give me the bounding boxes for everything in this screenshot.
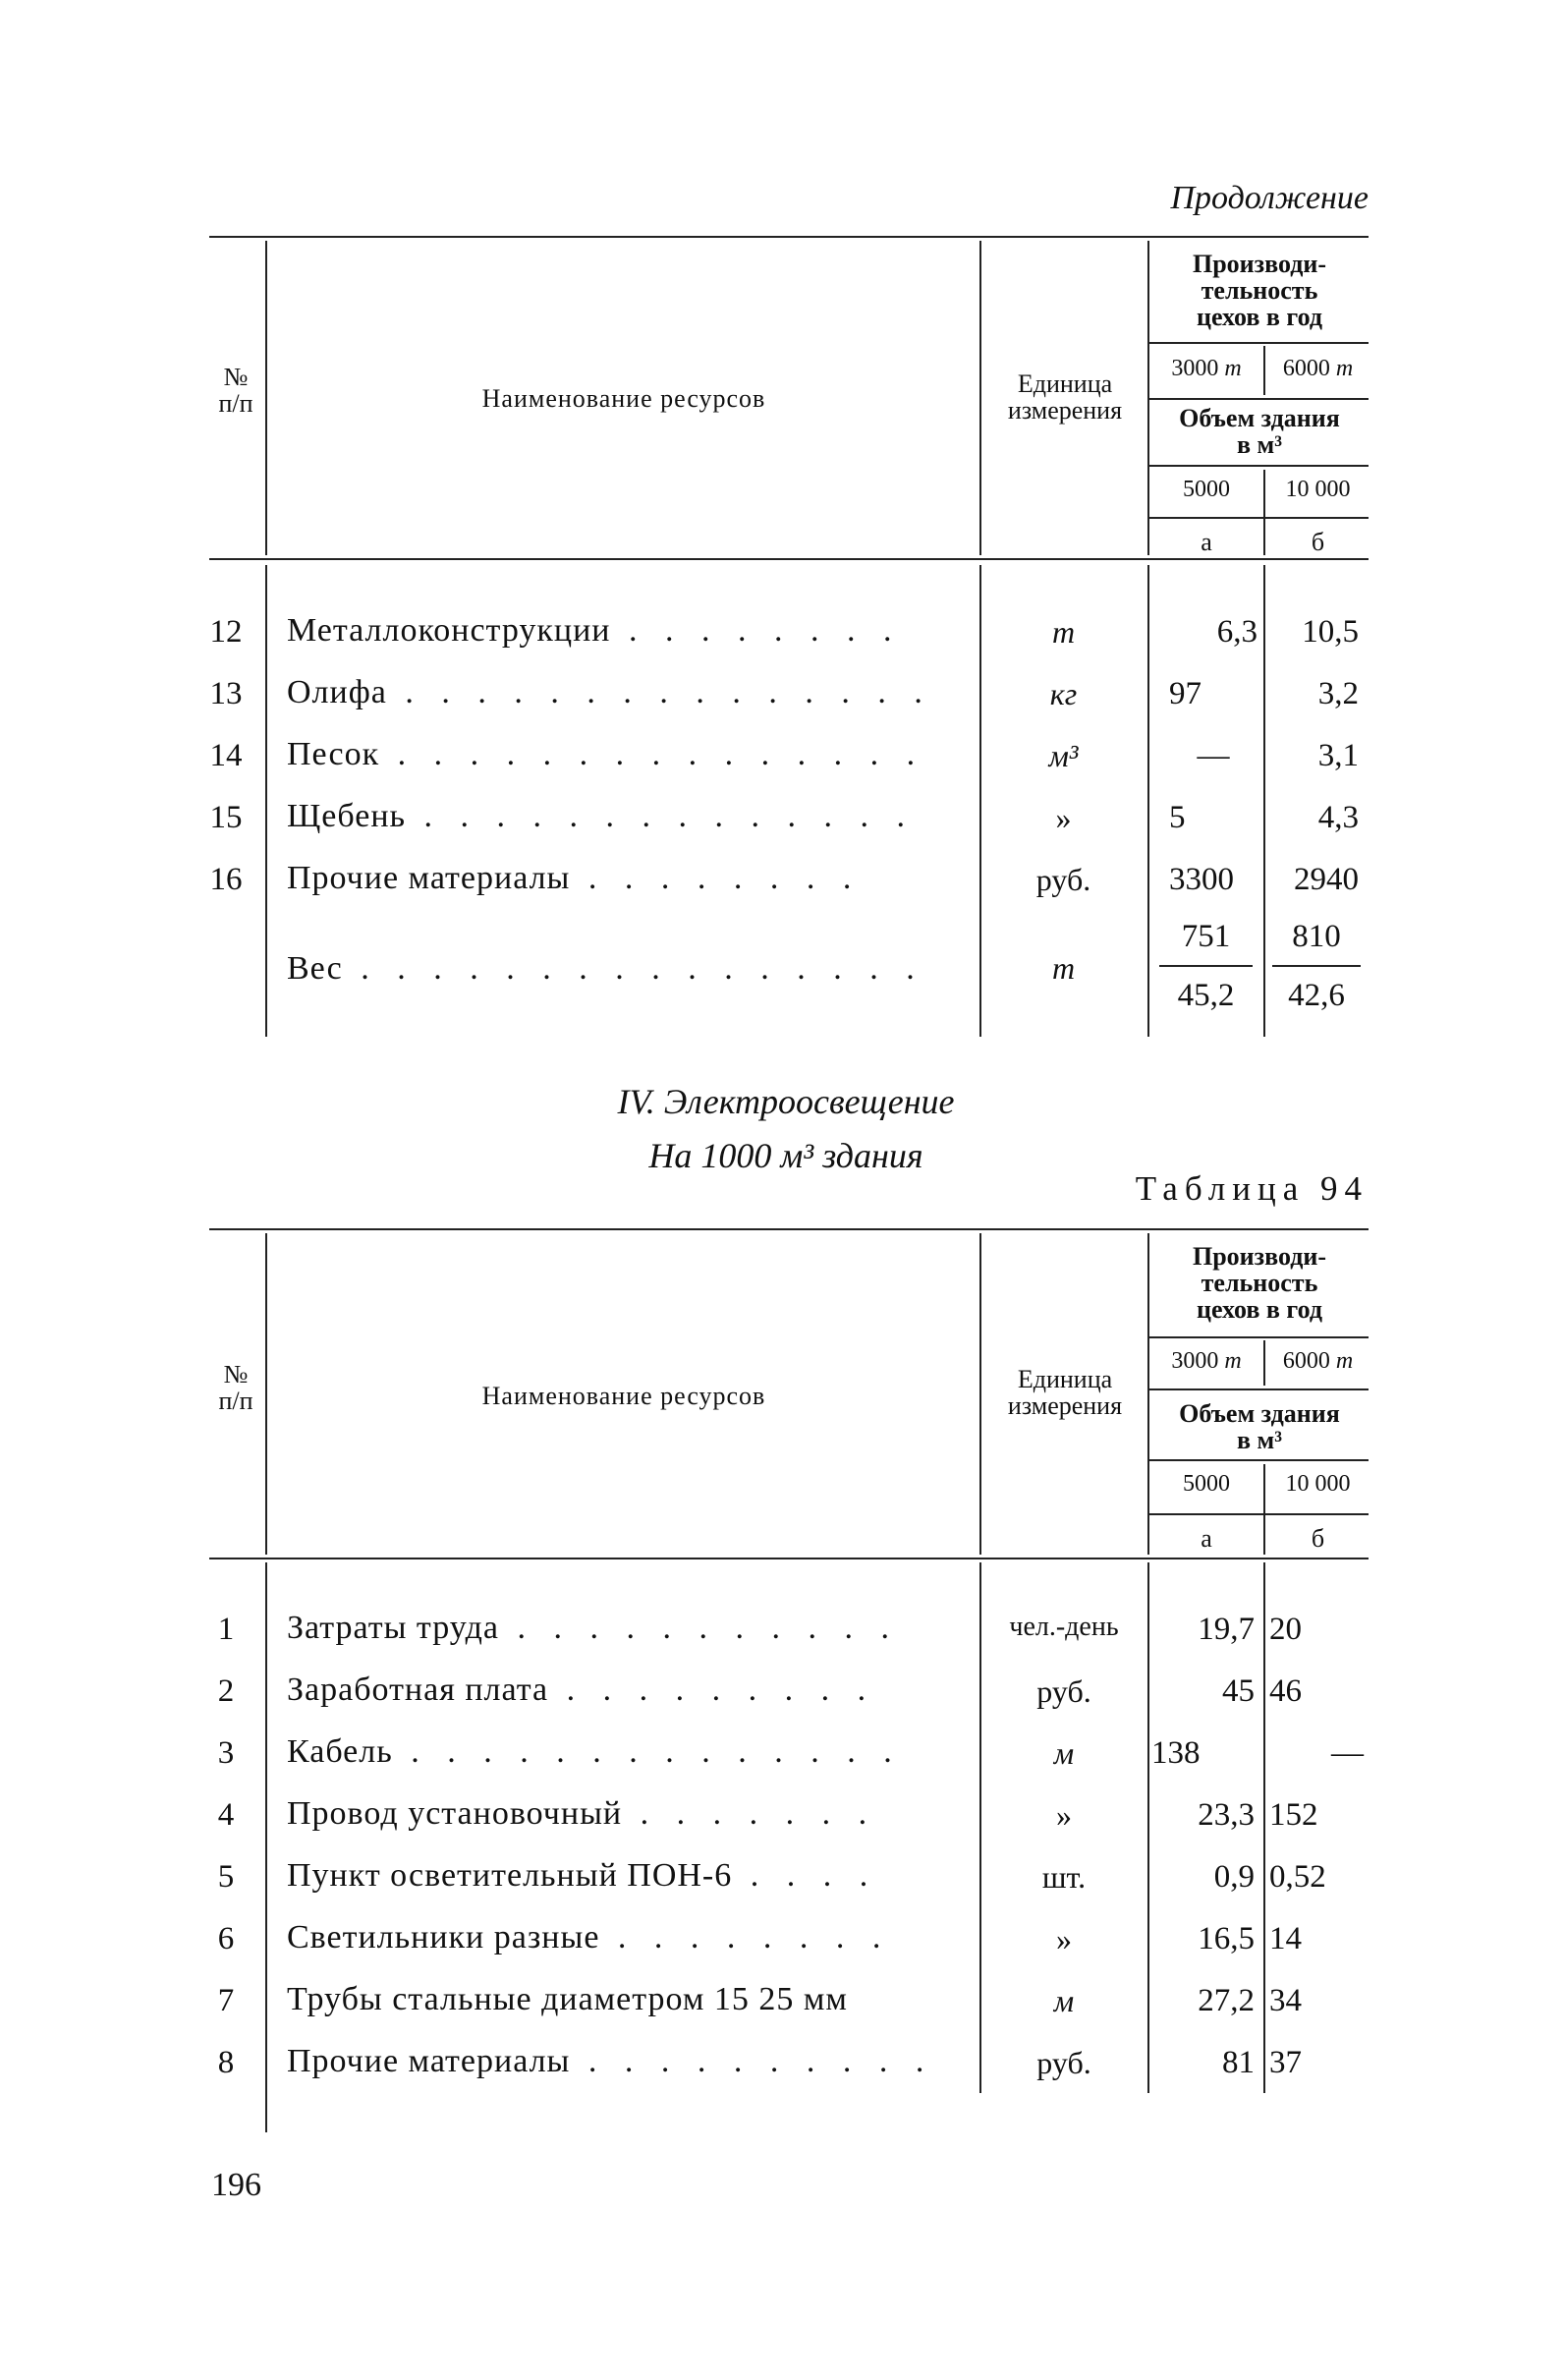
productivity-header: Производи- тельность цехов в год [1192, 1242, 1327, 1324]
value-a: 81 [1222, 2045, 1255, 2080]
col-rule [1263, 346, 1265, 395]
num-col-header: № п/п [218, 363, 253, 418]
value-a: 5 [1169, 800, 1186, 835]
row-number: 16 [209, 862, 243, 897]
volume-header: Объем здания в м³ [1179, 1399, 1340, 1454]
unit: » [1056, 1797, 1072, 1833]
col-rule [1263, 470, 1265, 555]
col-rule [1263, 565, 1265, 1037]
prod-b-header: 6000 т [1282, 1348, 1354, 1374]
header-sub-rule [1149, 342, 1369, 344]
col-rule [1147, 565, 1149, 1037]
row-number: 1 [217, 1612, 235, 1647]
col-rule [1263, 1464, 1265, 1555]
vol-b-header: 10 000 [1285, 477, 1351, 502]
value-b: 20 [1269, 1612, 1302, 1647]
unit: » [1056, 1921, 1072, 1956]
col-b-header: б [1311, 1524, 1325, 1553]
unit-col-header: Единица измерения [1007, 1365, 1123, 1420]
value-b: — [1331, 1735, 1364, 1771]
col-rule [979, 565, 981, 1037]
col-rule [979, 241, 981, 555]
resource-name: Кабель . . . . . . . . . . . . . . [287, 1733, 902, 1770]
value-b: 2940 [1294, 862, 1359, 897]
row-number: 8 [217, 2045, 235, 2080]
page-number: 196 [211, 2167, 261, 2203]
table-top-rule [209, 236, 1369, 238]
row-number: 13 [209, 676, 243, 711]
resource-name: Прочие материалы . . . . . . . . . . [287, 2043, 934, 2079]
col-rule [1147, 241, 1149, 555]
header-bottom-rule [209, 1558, 1369, 1559]
resource-name: Олифа . . . . . . . . . . . . . . . [287, 674, 932, 710]
row-number: 12 [209, 614, 243, 650]
unit-col-header: Единица измерения [1007, 369, 1123, 425]
col-rule [1147, 1233, 1149, 1555]
prod-a-header: 3000 т [1171, 1348, 1242, 1374]
resource-name: Затраты труда . . . . . . . . . . . [287, 1610, 900, 1646]
value-a: 97 [1169, 676, 1202, 711]
unit: руб. [1036, 1673, 1091, 1709]
resource-name: Металлоконструкции . . . . . . . . [287, 612, 902, 649]
col-rule [1263, 1340, 1265, 1386]
resource-name: Заработная плата . . . . . . . . . [287, 1672, 876, 1708]
value-b: 4,3 [1317, 800, 1359, 835]
row-number: 3 [217, 1735, 235, 1771]
num-col-header: № п/п [218, 1360, 253, 1415]
header-sub-rule [1149, 1336, 1369, 1338]
header-sub-rule [1149, 517, 1369, 519]
unit: т [1051, 614, 1076, 650]
resource-name: Пункт осветительный ПОН-6 . . . . [287, 1857, 878, 1894]
col-rule [1263, 1562, 1265, 2093]
volume-header: Объем здания в м³ [1179, 404, 1340, 459]
unit: м [1053, 1983, 1075, 2018]
header-sub-rule [1149, 1513, 1369, 1515]
header-sub-rule [1149, 1388, 1369, 1390]
value-b: 152 [1269, 1797, 1318, 1833]
value-a: 3300 [1169, 862, 1234, 897]
weight-a-numerator: 751 [1181, 919, 1231, 954]
vol-b-header: 10 000 [1285, 1471, 1351, 1497]
row-number: 4 [217, 1797, 235, 1833]
resource-name: Песок . . . . . . . . . . . . . . . [287, 736, 925, 772]
value-a: 19,7 [1198, 1612, 1255, 1647]
value-b: 3,1 [1317, 738, 1359, 773]
row-number: 7 [217, 1983, 235, 2018]
value-a: 16,5 [1198, 1921, 1255, 1956]
header-sub-rule [1149, 398, 1369, 400]
col-rule [265, 241, 267, 555]
resource-name: Трубы стальные диаметром 15 25 мм [287, 1981, 848, 2017]
fraction-bar [1272, 965, 1361, 967]
value-a: — [1197, 738, 1230, 773]
value-b: 37 [1269, 2045, 1302, 2080]
header-sub-rule [1149, 1459, 1369, 1461]
resource-name: Прочие материалы . . . . . . . . [287, 860, 862, 896]
resource-name: Провод установочный . . . . . . . [287, 1795, 877, 1832]
table-top-rule [209, 1228, 1369, 1230]
unit: » [1055, 800, 1072, 835]
unit: м [1053, 1735, 1075, 1771]
weight-b-denominator: 42,6 [1288, 978, 1345, 1013]
weight-b-numerator: 810 [1292, 919, 1341, 954]
header-sub-rule [1149, 465, 1369, 467]
value-b: 46 [1269, 1673, 1302, 1709]
resource-name: Вес . . . . . . . . . . . . . . . . [287, 950, 924, 987]
col-rule [265, 1562, 267, 2132]
unit: руб. [1035, 862, 1091, 897]
header-bottom-rule [209, 558, 1369, 560]
unit: руб. [1036, 2045, 1091, 2080]
unit: чел.-день [1009, 1612, 1119, 1642]
col-b-header: б [1311, 528, 1325, 556]
section-subtitle: На 1000 м³ здания [648, 1136, 923, 1175]
value-b: 34 [1269, 1983, 1302, 2018]
fraction-bar [1159, 965, 1253, 967]
row-number: 5 [217, 1859, 235, 1895]
productivity-header: Производи- тельность цехов в год [1192, 250, 1327, 331]
unit: кг [1049, 676, 1078, 711]
unit: т [1051, 950, 1076, 986]
resource-name: Щебень . . . . . . . . . . . . . . [287, 798, 916, 834]
col-rule [265, 1233, 267, 1555]
value-a: 0,9 [1213, 1859, 1255, 1895]
value-b: 14 [1269, 1921, 1302, 1956]
resource-name: Светильники разные . . . . . . . . [287, 1919, 891, 1955]
value-a: 27,2 [1198, 1983, 1255, 2018]
unit: м³ [1048, 738, 1079, 773]
row-number: 2 [217, 1673, 235, 1709]
unit: шт. [1041, 1859, 1087, 1895]
continuation-label: Продолжение [1170, 180, 1369, 216]
col-rule [1147, 1562, 1149, 2093]
row-number: 6 [217, 1921, 235, 1956]
prod-b-header: 6000 т [1282, 356, 1354, 381]
row-number: 15 [209, 800, 243, 835]
value-b: 3,2 [1317, 676, 1359, 711]
value-b: 10,5 [1302, 614, 1359, 650]
value-b: 0,52 [1269, 1859, 1326, 1895]
weight-a-denominator: 45,2 [1177, 978, 1235, 1013]
col-a-header: а [1201, 1524, 1212, 1553]
name-col-header: Наименование ресурсов [481, 1382, 766, 1410]
value-a: 6,3 [1216, 614, 1258, 650]
table-label: Таблица 94 [1135, 1169, 1369, 1208]
col-rule [265, 565, 267, 1037]
value-a: 138 [1151, 1735, 1201, 1771]
col-rule [979, 1233, 981, 1555]
value-a: 23,3 [1198, 1797, 1255, 1833]
prod-a-header: 3000 т [1171, 356, 1242, 381]
vol-a-header: 5000 [1183, 1471, 1230, 1497]
row-number: 14 [209, 738, 243, 773]
name-col-header: Наименование ресурсов [481, 384, 766, 413]
value-a: 45 [1222, 1673, 1255, 1709]
col-a-header: а [1201, 528, 1212, 556]
vol-a-header: 5000 [1183, 477, 1230, 502]
section-title: IV. Электроосвещение [617, 1082, 955, 1121]
